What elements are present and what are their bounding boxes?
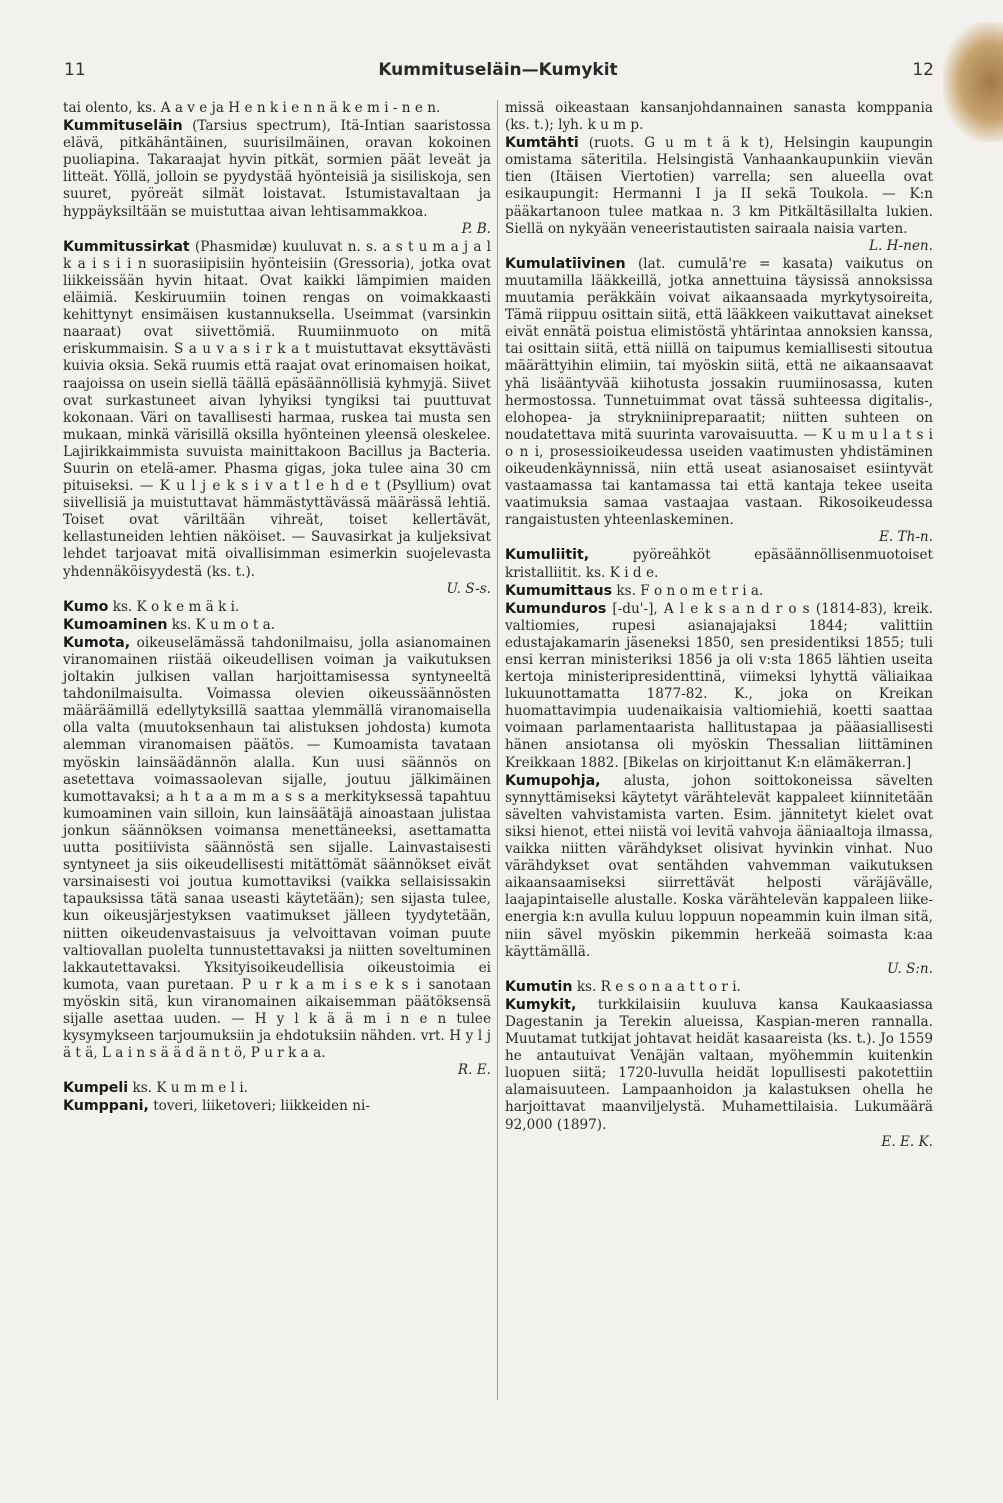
author-signature: R. E. [457,1062,491,1079]
entry-text: (lat. cumulā're = kasata) vaikutus on muutamilla lääkkeillä, jotka annettuina täysissä annoksissa muutamia peräkkäin voivat aikaansaada myrkytysoireita, Tämä riippuu osittain siitä, että lääkkeen vaikuttavat ainekset eivät ennätä poistua elimistöstä yhtärintaa annoksien kanssa, tai osittain siitä, että niillä on taipumus kemiallisesti sitoutua määrättyihin elimiin, tai myöskin siitä, että ne aikaansaavat yhä lisääntyvää kiihotusta jossakin ruumiinosassa, kuten hermostossa. Tunnetuimmat ovat tässä suhteessa digitalis-, elohopea- ja strykniinipreparaatit; niitten suhteen on noudatettava mitä suurinta varovaisuutta. — K u m u l a t s i o n i, prosessioikeudessa useiden vaatimusten yhdistäminen oikeudenkäynnissä, niin että useat asianosaiset esiintyvät vastaamassa tai kantamassa tai että kantaja tekee useita vaatimuksia samaa vastaajaa vastaan. Rikosoikeudessa rangaistusten yhteenlaskeminen. [505,255,933,529]
running-title: Kummituseläin—Kumykit [378,60,618,80]
dictionary-entry [63,239,491,598]
entry-headword: Kumo [63,598,109,615]
entry-text: ks. K u m m e l i. [132,1080,249,1097]
dictionary-entry [505,256,933,547]
entry-text: oikeuselämässä tahdonilmaisu, jolla asianomainen viranomainen riistää oikeudellisen voiman ja vaikutuksen joltakin julkisen vallan harjoittamisessa syntyneeltä tahdonilmaisulta. Voimassa olevien oikeussäännösten määräämillä edellytyksillä saattaa ylemmällä viranomaisella olla valta (muutoksenhaun tai alistuksen johdosta) kumota alemman viranomaisen päätös. — Kumoamista tavataan myöskin lainsäädännön alalla. Kun uusi säännös on asetettava voimassaolevan sijalle, joutuu jälkimäinen kumottavaksi; a h t a a m m a s s a merkityksessä tapahtuu kumoaminen vain silloin, kun lainsäätäjä ainoastaan julistaa jonkun säännöksen voimansa menettäneeksi, asettamatta uutta positiivista säännöstä sen sijalle. Lainvastaisesti syntyneet ja siis oikeudellisesti mitättömät säännökset eivät varsinaisesti voi joutua kumottaviksi (vaikka sellaisissakin tapauksissa tätä sanaa useasti käytetään); sen sijasta tulee, kun oikeusjärjestyksen vaatimukset jälleen tyydytetään, niitten oikeudenvastaisuus ja velvoittavan voiman puute valtiovallan puolelta tunnustettavaksi ja niitten soveltuminen lakkautettavaksi. Yksityisoikeudellisia oikeustoimia ei kumota, vaan puretaan. P u r k a m i s e k s i sanotaan myöskin sitä, kun viranomainen aikaisemman päätöksensä sijalle asettaa uuden. — H y l k ä ä m i n e n tulee kysymykseen tarjoumuksiin ja ehdotuksiin nähden. vrt. H y l j ä t ä, L a i n s ä ä d ä n t ö, P u r k a a. [63,634,491,1062]
author-signature: P. B. [461,220,491,237]
entry-headword: Kumota, [63,634,131,651]
entry-text: (Tarsius spectrum), Itä-Intian saaristossa elävä, pitkähäntäinen, suurisilmäinen, oravan kokoinen puoliapina. Takaraajat hyvin pitkät, sormien päät leveät ja litteät. Yöllä, jolloin se pyydystää hyönteisiä ja sisiliskoja, sen suuret, pyöreät silmät loistavat. Istumistavaltaan ja hyppäyksiltään se muistuttaa aivan lehtisammakkoa. [63,118,491,220]
dictionary-entry [505,100,933,134]
column-divider [497,100,498,1400]
entry-headword: Kumtähti [505,135,579,152]
entry-text: ks. K u m o t a. [171,616,276,633]
entry-text: ks. R e s o n a a t t o r i. [576,978,741,995]
entry-text: toveri, liiketoveri; liikkeiden ni- [153,1098,370,1115]
dictionary-entry [505,135,933,255]
dictionary-entry [505,997,933,1151]
entry-headword: Kumupohja, [505,772,601,789]
dictionary-entry [505,979,933,996]
right-column [505,100,933,1152]
entry-headword: Kumpeli [63,1080,129,1097]
entry-text: missä oikeastaan kansanjohdannainen sanasta komppania (ks. t.); lyh. k u m p. [505,100,933,134]
entry-headword: Kumykit, [505,996,577,1013]
entry-text: ks. F o n o m e t r i a. [616,582,764,599]
entry-text: [-du'-], A l e k s a n d r o s (1814-83), kreik. valtiomies, rupesi asianajajaksi 1844; valittiin edustajakamarin jäseneksi 1850, sen presidentiksi 1855; tuli ensi kerran ministeriksi 1856 ja oli v:sta 1865 lähtien useita kertoja ministeripresidenttinä, viimeksi lyhyttä väliaikaa lukuunottamatta 1877-82. K., joka on Kreikan huomattavimpia uudenaikaisia valtiomiehiä, koetti saattaa voimaan parlamentaarista hallitustapaa ja pääasiallisesti hänen ansiotansa oli myöskin Thessalian liittäminen Kreikkaan 1882. [Bikelas on kirjoittanut K:n elämäkerran.] [505,600,933,771]
entry-headword: Kumoaminen [63,616,168,633]
dictionary-entry [63,617,491,634]
author-signature: E. Th-n. [878,529,933,546]
dictionary-entry [505,583,933,600]
entry-text: alusta, johon soittokoneissa sävelten synnyttämiseksi käytetyt värähtelevät kappaleet kiinnitetään sävelten vahvistamista varten. Esim. jännitetyt kielet ovat siksi hienot, ettei niistä voi levitä vahvoja ääniaaltoja ilmassa, vaikka niitten värähdykset olisivat hyvinkin vinhat. Nuo värähdykset ovat sentähden vahvemman vaikutuksen aikaansaamiseksi siirrettävät helposti väräjävälle, laajapintaiselle alustalle. Koska värähtelevän kappaleen liike-energia k:n avulla kuluu loppuun nopeammin kuin ilman sitä, niin sävel myöskin pikemmin herkeää soimasta k:aa käyttämällä. [505,772,933,960]
entry-headword: Kumulatiivinen [505,255,626,272]
author-signature: U. S:n. [887,960,933,977]
entry-headword: Kummituseläin [63,118,183,135]
entry-headword: Kumppani, [63,1098,149,1115]
dictionary-entry [63,1098,491,1115]
entry-headword: Kumunduros [505,600,607,617]
author-signature: E. E. K. [881,1133,933,1150]
entry-text: (ruots. G u m t ä k t), Helsingin kaupungin omistama säteritila. Helsingistä Vanhaankaupunkiin vievän tien (Itäisen Viertotien) varrella; sen alueella ovat esikaupungit: Hermanni I ja II sekä Toukola. — K:n pääkartanoon tulee matkaa n. 3 km Pitkältäsillalta lukien. Siellä on nykyään veneeristautisten sairaala naisia varten. [505,135,933,237]
dictionary-entry [63,100,491,117]
entry-text: (Phasmidæ) kuuluvat n. s. a s t u m a j a l k a i s i i n suorasiipisiin hyönteisiin (Gressoria), jotka ovat liikkeissään hyvin hitaat. Ovat kaikki lämpimien maiden eläimiä. Keskiruumiin toinen rengas on voimakkaasti kehittynyt ensimäisen kustannuksella. Useimmat (varsinkin naaraat) ovat siivettömiä. Ruumiinmuoto on mitä eriskummaisin. S a u v a s i r k a t muistuttavat eksyttävästi kuivia oksia. Sekä ruumis että raajat ovat erinomaisen hoikat, raajoissa on usein siellä täällä epäsäännöllisiä kyhmyjä. Siivet ovat surkastuneet aivan lyhyiksi tyngiksi tai puuttuvat kokonaan. Väri on tavallisesti harmaa, ruskea tai musta sen mukaan, minkä värisillä oksilla hyönteinen yleensä oleskelee. Lajirikkaimmista suvuista mainittakoon Bacillus ja Bacteria. Suurin on etelä-amer. Phasma gigas, joka tulee aina 30 cm pituiseksi. — K u l j e k s i v a t l e h d e t (Psyllium) ovat siivellisiä ja muistuttavat hämmästyttävässä määrässä lehtiä. Toiset ovat väriltään vihreät, toiset kellertävät, kellastuneiden lehtien näköiset. — Sauvasirkat ja kuljeksivat lehdet tarjoavat mitä oivallisimman esimerkin suojelevasta yhdennäköisyydestä (ks. t.). [63,238,491,580]
left-column [63,100,491,1117]
page-number-left: 11 [64,60,86,80]
entry-text: turkkilaisiin kuuluva kansa Kaukaasiassa Dagestanin ja Terekin alueissa, Kaspian-meren rannalla. Muutamat tutkijat johtavat heidät kasaareista (ks. t.). Jo 1559 he antautuivat Venäjän valtaan, myöhemmin kuitenkin luopuen siitä; 1720-luvulla heidät lopullisesti pakotettiin alamaisuuteen. Lampaanhoidon ja kalastuksen ohella he harjoittavat maanviljelystä. Muhamettilaisia. Lukumäärä 92,000 (1897). [505,996,933,1133]
dictionary-entry [63,118,491,238]
page-header [62,60,934,84]
dictionary-entry [63,599,491,616]
dictionary-entry [63,635,491,1079]
entry-headword: Kumutin [505,978,573,995]
dictionary-entry [505,773,933,978]
thumb-index-tab [943,22,1003,142]
author-signature: U. S-s. [446,580,491,597]
entry-headword: Kummitussirkat [63,238,190,255]
entry-headword: Kumumittaus [505,582,613,599]
author-signature: L. H-nen. [869,237,933,254]
dictionary-entry [63,1080,491,1097]
entry-text: pyöreähköt epäsäännöllisenmuotoiset kristalliitit. ks. K i d e. [505,547,933,581]
entry-text: ks. K o k e m ä k i. [112,598,240,615]
entry-text: tai olento, ks. A a v e ja H e n k i e n n ä k e m i - n e n. [63,100,441,116]
page-number-right: 12 [912,60,934,80]
entry-headword: Kumuliitit, [505,547,590,564]
dictionary-entry [505,601,933,772]
dictionary-entry [505,547,933,581]
